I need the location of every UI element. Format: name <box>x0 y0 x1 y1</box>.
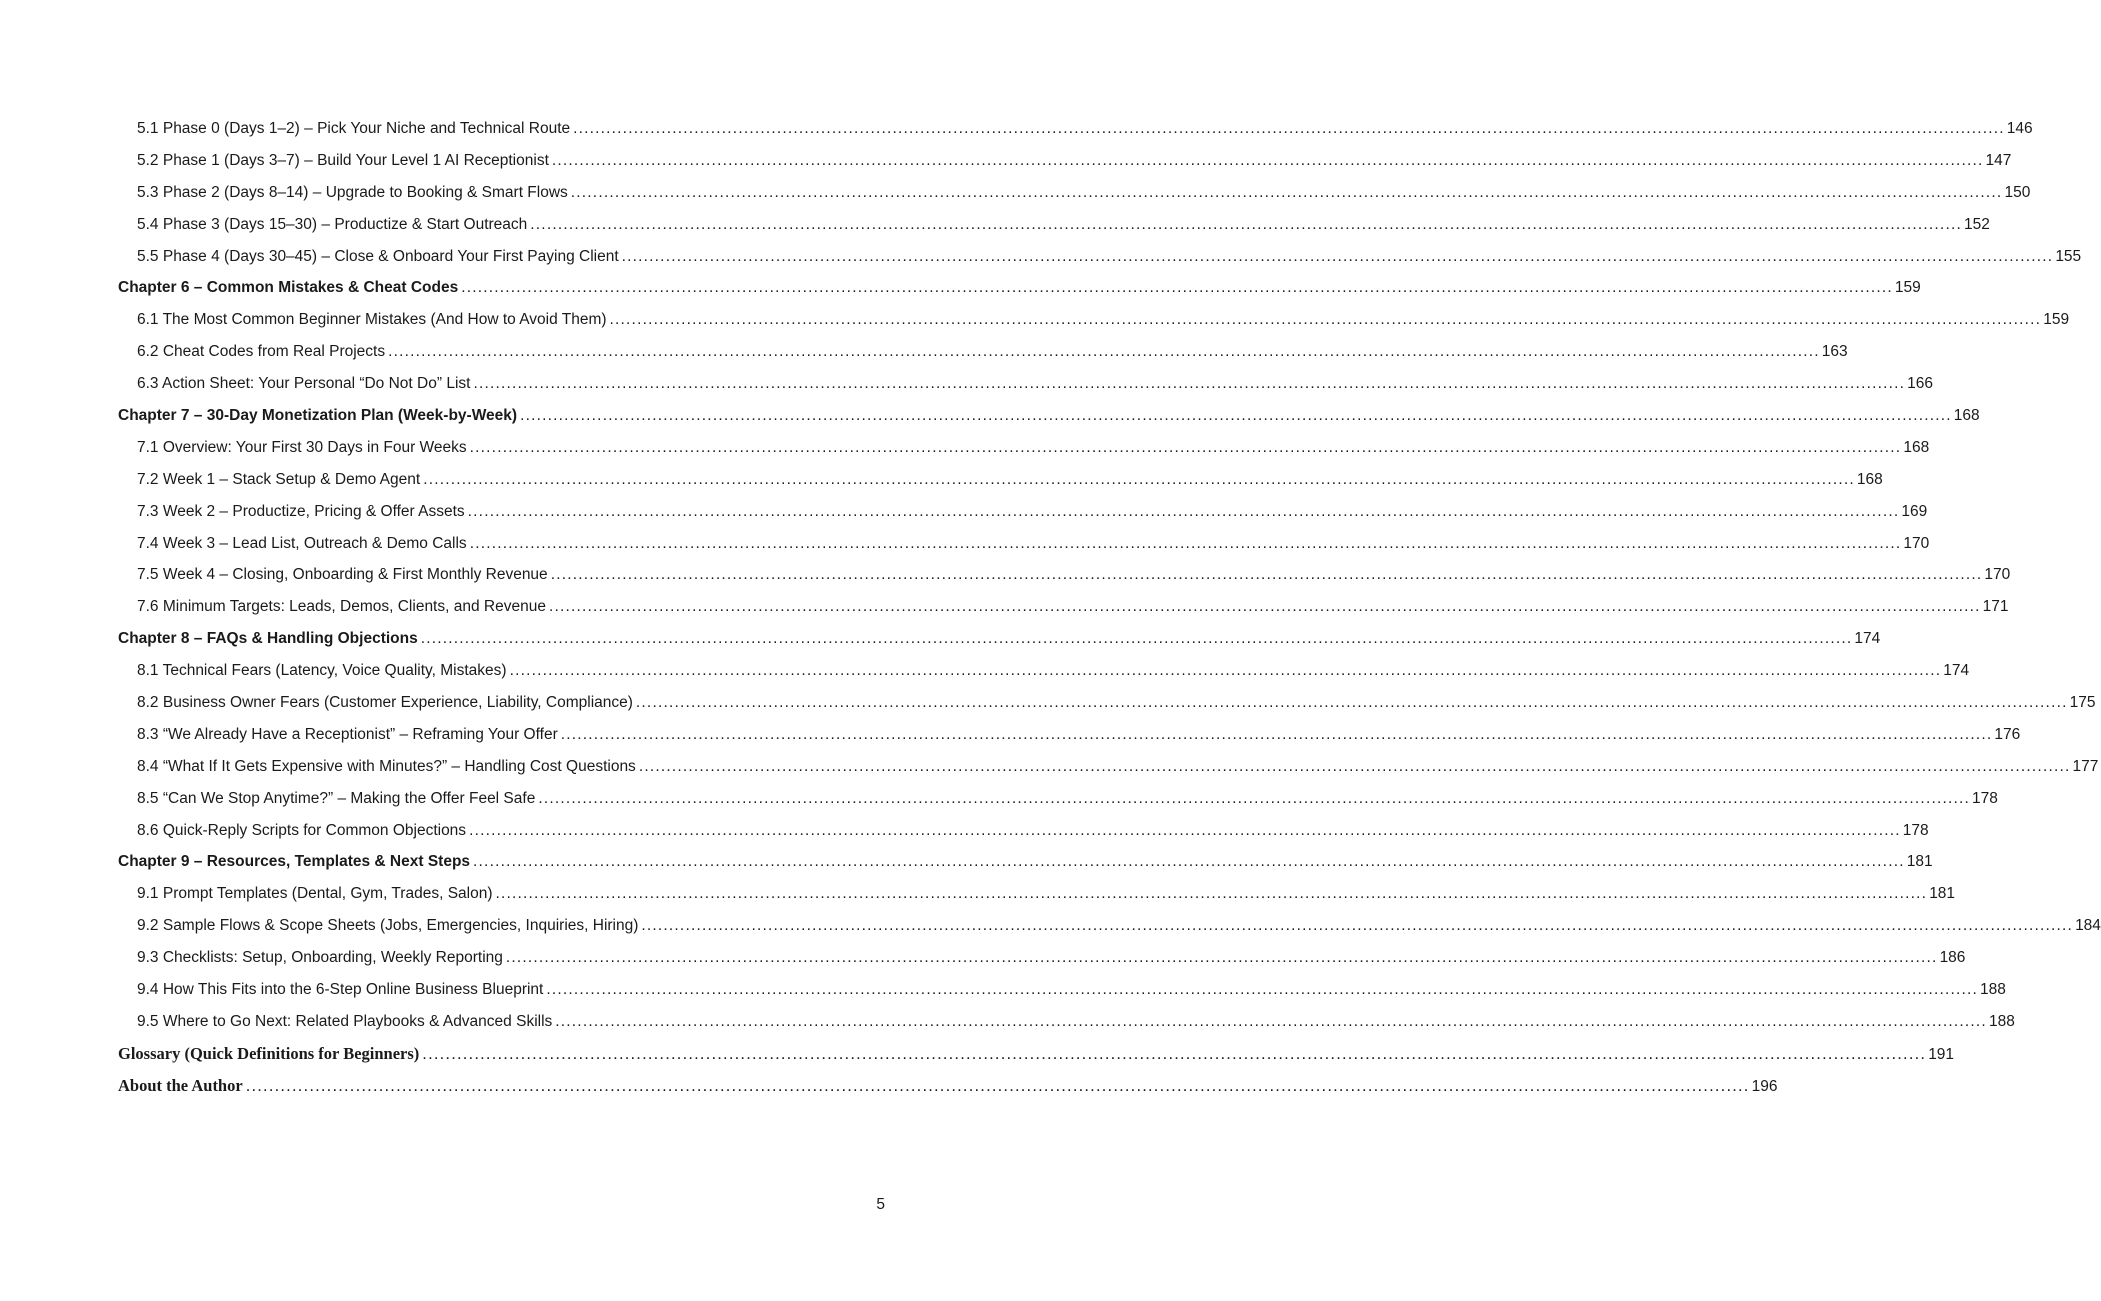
toc-entry[interactable] <box>118 942 1966 974</box>
toc-leader-dots: .................................................................................................................................................................................................................................................................... <box>422 1044 1927 1063</box>
toc-leader-dots: .................................................................................................................................................................................................................................................................... <box>635 694 2068 712</box>
toc-page-number: 169 <box>1901 502 1928 520</box>
toc-leader-dots: .................................................................................................................................................................................................................................................................... <box>388 343 1820 361</box>
toc-entry-title: Chapter 6 – Common Mistakes & Cheat Codes <box>118 279 459 297</box>
toc-leader-dots: .................................................................................................................................................................................................................................................................... <box>570 183 2003 201</box>
toc-page-number: 188 <box>1988 1012 2015 1030</box>
toc-entry[interactable] <box>118 209 1990 241</box>
toc-entry[interactable] <box>118 751 2099 783</box>
toc-leader-dots: .................................................................................................................................................................................................................................................................... <box>467 502 1900 520</box>
toc-entry[interactable] <box>118 368 1933 400</box>
toc-entry-title: 9.4 How This Fits into the 6-Step Online Business Blueprint <box>137 981 544 999</box>
toc-entry[interactable] <box>118 974 2006 1006</box>
toc-page-number: 150 <box>2004 183 2031 201</box>
toc-entry-title: 7.1 Overview: Your First 30 Days in Four Weeks <box>137 438 467 456</box>
toc-leader-dots: .................................................................................................................................................................................................................................................................... <box>546 981 1979 999</box>
toc-entry[interactable] <box>118 783 1998 815</box>
toc-entry[interactable] <box>118 910 2101 942</box>
toc-entry[interactable] <box>118 432 1930 464</box>
toc-leader-dots: .................................................................................................................................................................................................................................................................... <box>469 438 1902 456</box>
toc-entry-title: Chapter 7 – 30-Day Monetization Plan (Week-by-Week) <box>118 407 518 425</box>
toc-leader-dots: .................................................................................................................................................................................................................................................................... <box>538 789 1970 807</box>
toc-leader-dots: .................................................................................................................................................................................................................................................................... <box>551 151 1984 169</box>
toc-entry-title: Chapter 8 – FAQs & Handling Objections <box>118 630 418 648</box>
toc-entry-title: 8.3 “We Already Have a Receptionist” – Reframing Your Offer <box>137 725 558 743</box>
toc-entry[interactable] <box>118 623 1881 655</box>
toc-page-number: 163 <box>1821 343 1848 361</box>
toc-entry-title: 6.1 The Most Common Beginner Mistakes (And How to Avoid Them) <box>137 311 607 329</box>
toc-entry[interactable] <box>118 655 1970 687</box>
toc-leader-dots: .................................................................................................................................................................................................................................................................... <box>530 215 1962 233</box>
toc-leader-dots: .................................................................................................................................................................................................................................................................... <box>509 662 1942 680</box>
toc-entry-title: 5.2 Phase 1 (Days 3–7) – Build Your Level 1 AI Receptionist <box>137 151 549 169</box>
toc-page-number: 177 <box>2072 757 2099 775</box>
toc-leader-dots: .................................................................................................................................................................................................................................................................... <box>550 566 1983 584</box>
toc-page-number: 155 <box>2055 247 2082 265</box>
toc-leader-dots: .................................................................................................................................................................................................................................................................... <box>473 375 1906 393</box>
toc-entry[interactable] <box>118 687 2096 719</box>
toc-leader-dots: .................................................................................................................................................................................................................................................................... <box>573 120 2005 137</box>
toc-entry-title: Glossary (Quick Definitions for Beginners) <box>118 1043 420 1063</box>
toc-entry[interactable] <box>118 591 2009 623</box>
toc-entry-title: 7.6 Minimum Targets: Leads, Demos, Clients, and Revenue <box>137 598 546 616</box>
toc-entry-title: 6.2 Cheat Codes from Real Projects <box>137 343 386 361</box>
toc-page-number: 174 <box>1943 662 1970 680</box>
toc-entry[interactable] <box>118 464 1883 496</box>
toc-entry[interactable] <box>118 1006 2015 1038</box>
toc-entry-title: 8.1 Technical Fears (Latency, Voice Quality, Mistakes) <box>137 662 507 680</box>
toc-entry[interactable] <box>118 145 2012 177</box>
toc-entry[interactable] <box>118 113 2033 145</box>
toc-entry-title: 5.4 Phase 3 (Days 15–30) – Productize & Start Outreach <box>137 215 528 233</box>
toc-page-number: 147 <box>1985 151 2012 169</box>
toc-entry[interactable] <box>118 528 1930 560</box>
toc-entry[interactable] <box>118 241 2082 273</box>
toc-entry[interactable] <box>118 496 1928 528</box>
toc-entry[interactable] <box>118 272 1921 304</box>
toc-entry-title: 5.3 Phase 2 (Days 8–14) – Upgrade to Booking & Smart Flows <box>137 183 568 201</box>
toc-entry-title: 9.5 Where to Go Next: Related Playbooks & Advanced Skills <box>137 1012 553 1030</box>
toc-entry-title: 8.5 “Can We Stop Anytime?” – Making the Offer Feel Safe <box>137 789 536 807</box>
toc-page-number: 186 <box>1939 949 1966 967</box>
toc-entry-title: 7.5 Week 4 – Closing, Onboarding & First Monthly Revenue <box>137 566 548 584</box>
toc-entry[interactable] <box>118 177 2031 209</box>
toc-page-number: 178 <box>1902 821 1929 839</box>
toc-entry[interactable] <box>118 815 1929 847</box>
toc-leader-dots: .................................................................................................................................................................................................................................................................... <box>245 1076 1750 1095</box>
toc-entry-title: 9.3 Checklists: Setup, Onboarding, Weekly Reporting <box>137 949 503 967</box>
toc-page-number: 170 <box>1903 534 1930 552</box>
toc-page-number: 166 <box>1907 375 1933 393</box>
toc-page-number: 171 <box>1982 598 2009 616</box>
toc-page-number: 181 <box>1906 853 1933 871</box>
toc-leader-dots: .................................................................................................................................................................................................................................................................... <box>461 279 1893 297</box>
toc-entry-title: 6.3 Action Sheet: Your Personal “Do Not Do” List <box>137 375 471 393</box>
toc-page-number: 159 <box>1894 279 1921 297</box>
toc-entry[interactable] <box>118 878 1956 910</box>
toc-page-number: 152 <box>1963 215 1990 233</box>
toc-leader-dots: .................................................................................................................................................................................................................................................................... <box>638 757 2071 775</box>
toc-entry-title: 5.1 Phase 0 (Days 1–2) – Pick Your Niche and Technical Route <box>137 120 571 137</box>
toc-entry-title: 7.4 Week 3 – Lead List, Outreach & Demo Calls <box>137 534 467 552</box>
toc-leader-dots: .................................................................................................................................................................................................................................................................... <box>641 917 2074 935</box>
toc-leader-dots: .................................................................................................................................................................................................................................................................... <box>420 630 1853 648</box>
toc-entry[interactable] <box>118 1070 1778 1102</box>
toc-entry[interactable] <box>118 1038 1955 1070</box>
toc-page-number: 174 <box>1854 630 1881 648</box>
toc-page-number: 191 <box>1928 1045 1955 1063</box>
toc-leader-dots: .................................................................................................................................................................................................................................................................... <box>473 853 1905 871</box>
toc-page-number: 181 <box>1929 885 1956 903</box>
toc-entry[interactable] <box>118 336 1848 368</box>
toc-page-number: 170 <box>1984 566 2011 584</box>
footer-page-number: 5 <box>876 1196 885 1213</box>
toc-entry-title: 8.6 Quick-Reply Scripts for Common Objections <box>137 821 467 839</box>
toc-page-number: 168 <box>1953 407 1980 425</box>
toc-leader-dots: .................................................................................................................................................................................................................................................................... <box>548 598 1981 616</box>
toc-entry-title: Chapter 9 – Resources, Templates & Next Steps <box>118 853 471 871</box>
toc-page-number: 175 <box>2069 694 2096 712</box>
toc-entry-title: 5.5 Phase 4 (Days 30–45) – Close & Onboard Your First Paying Client <box>137 247 619 265</box>
toc-list <box>118 113 2101 1102</box>
toc-leader-dots: .................................................................................................................................................................................................................................................................... <box>621 247 2054 265</box>
toc-entry-title: 9.2 Sample Flows & Scope Sheets (Jobs, Emergencies, Inquiries, Hiring) <box>137 917 639 935</box>
toc-leader-dots: .................................................................................................................................................................................................................................................................... <box>505 949 1938 967</box>
toc-entry[interactable] <box>118 400 1980 432</box>
toc-entry[interactable] <box>118 846 1933 878</box>
toc-leader-dots: .................................................................................................................................................................................................................................................................... <box>560 725 1993 743</box>
toc-entry[interactable] <box>118 719 2021 751</box>
toc-entry[interactable] <box>118 304 2070 336</box>
toc-entry-title: 7.2 Week 1 – Stack Setup & Demo Agent <box>137 470 421 488</box>
toc-page-number: 176 <box>1994 725 2021 743</box>
toc-page-number: 184 <box>2075 917 2101 935</box>
toc-leader-dots: .................................................................................................................................................................................................................................................................... <box>423 470 1855 488</box>
toc-leader-dots: .................................................................................................................................................................................................................................................................... <box>469 534 1902 552</box>
toc-entry-title: 7.3 Week 2 – Productize, Pricing & Offer Assets <box>137 502 465 520</box>
toc-leader-dots: .................................................................................................................................................................................................................................................................... <box>520 407 1952 425</box>
toc-entry[interactable] <box>118 559 2011 591</box>
toc-page-number: 196 <box>1751 1077 1778 1095</box>
toc-leader-dots: .................................................................................................................................................................................................................................................................... <box>609 311 2042 329</box>
toc-entry-title: 8.2 Business Owner Fears (Customer Experience, Liability, Compliance) <box>137 694 633 712</box>
toc-entry-title: 8.4 “What If It Gets Expensive with Minutes?” – Handling Cost Questions <box>137 757 636 775</box>
toc-entry-title: About the Author <box>118 1075 243 1095</box>
toc-leader-dots: .................................................................................................................................................................................................................................................................... <box>469 821 1901 839</box>
toc-page-number: 168 <box>1856 470 1883 488</box>
toc-page-number: 146 <box>2006 120 2033 137</box>
toc-entry-title: 9.1 Prompt Templates (Dental, Gym, Trades, Salon) <box>137 885 493 903</box>
toc-page-number: 168 <box>1903 438 1930 456</box>
toc-leader-dots: .................................................................................................................................................................................................................................................................... <box>495 885 1928 903</box>
toc-page-number: 159 <box>2043 311 2070 329</box>
toc-page-number: 178 <box>1972 789 1998 807</box>
toc-page-number: 188 <box>1980 981 2006 999</box>
toc-leader-dots: .................................................................................................................................................................................................................................................................... <box>555 1012 1987 1030</box>
